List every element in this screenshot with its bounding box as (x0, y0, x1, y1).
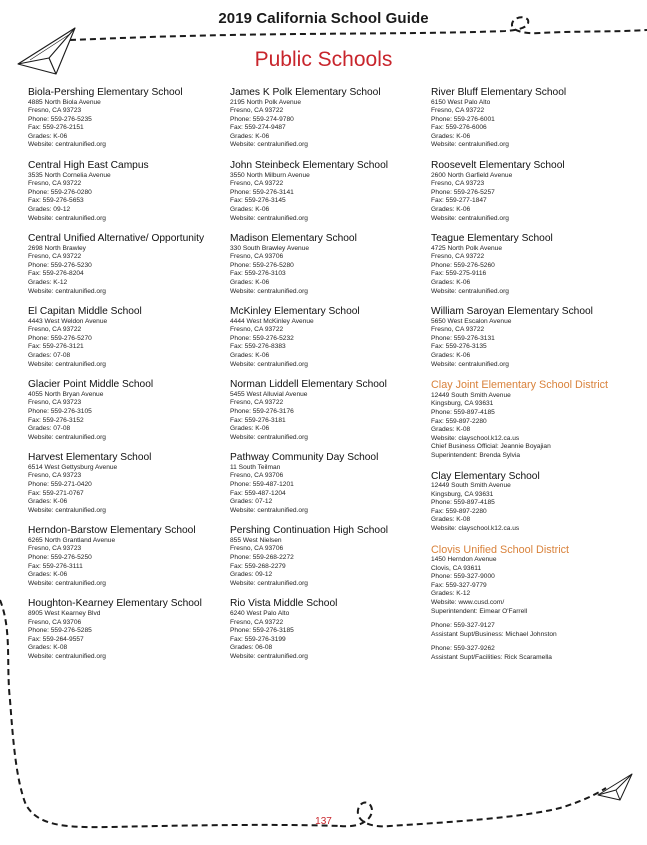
detail-line: Grades: 07-12 (230, 498, 273, 506)
detail-line: Fresno, CA 93722 (431, 326, 485, 334)
school-name: McKinley Elementary School (230, 306, 360, 318)
school-name: Central High East Campus (28, 160, 149, 172)
detail-line: Grades: K-08 (431, 516, 471, 524)
detail-line: Phone: 559-327-9000 (431, 573, 495, 581)
detail-line: Grades: 07-08 (28, 425, 71, 433)
school-name: Central Unified Alternative/ Opportunity (28, 233, 205, 245)
detail-line: Phone: 559-276-3185 (230, 627, 294, 635)
detail-line: Fresno, CA 93722 (431, 253, 485, 261)
school-entry (230, 452, 430, 515)
detail-line: Phone: 559-276-5285 (28, 627, 92, 635)
detail-line: Superintendent: Eimear O'Farrell (431, 607, 528, 615)
detail-line: Fax: 559-274-9487 (230, 124, 286, 132)
detail-line: Chief Business Official: Jeannie Boyajian (431, 443, 551, 451)
school-name: William Saroyan Elementary School (431, 306, 593, 318)
detail-line: Kingsburg, CA 93631 (431, 490, 494, 498)
detail-line: Fresno, CA 93706 (230, 472, 284, 480)
school-entry (431, 306, 631, 369)
detail-line: Fresno, CA 93723 (28, 545, 82, 553)
school-entry (230, 306, 430, 369)
school-name: Rio Vista Middle School (230, 598, 338, 610)
detail-line: 11 South Teilman (230, 463, 281, 471)
detail-line: Grades: K-12 (431, 590, 471, 598)
detail-line: Fresno, CA 93706 (28, 618, 82, 626)
school-entry (431, 233, 631, 296)
detail-line: Grades: K-06 (230, 132, 270, 140)
detail-line: Website: centralunified.org (230, 141, 308, 149)
detail-line: Phone: 559-276-3176 (230, 407, 294, 415)
school-name: Pershing Continuation High School (230, 525, 389, 537)
detail-line: Fax: 559-897-2280 (431, 507, 487, 515)
school-name: Harvest Elementary School (28, 452, 152, 464)
detail-line: Website: clayschool.k12.ca.us (431, 524, 520, 532)
school-name: Clay Elementary School (431, 470, 540, 482)
detail-line: Grades: K-06 (431, 352, 471, 360)
detail-line: Phone: 559-271-0420 (28, 481, 92, 488)
detail-line: Website: centralunified.org (230, 433, 308, 441)
detail-line: Fresno, CA 93722 (28, 253, 82, 261)
detail-line: 1450 Herndon Avenue (431, 556, 497, 564)
school-entry (28, 598, 228, 661)
detail-line: 8905 West Kearney Blvd (28, 609, 101, 617)
detail-line: Fresno, CA 93722 (431, 107, 485, 115)
school-entry (28, 525, 228, 588)
detail-line: Website: centralunified.org (431, 141, 509, 149)
column-1 (28, 87, 228, 672)
detail-line: Website: centralunified.org (28, 141, 106, 149)
detail-line: Website: centralunified.org (431, 360, 509, 368)
detail-line: Phone: 559-327-9127 (431, 622, 495, 630)
school-name: El Capitan Middle School (28, 306, 142, 318)
school-name: Herndon-Barstow Elementary School (28, 525, 196, 537)
detail-line: Grades: K-06 (431, 132, 471, 140)
detail-line: Clovis, CA 93611 (431, 564, 482, 572)
detail-line: 2600 North Garfield Avenue (431, 171, 513, 179)
detail-line: Fax: 559-271-0767 (28, 489, 84, 497)
detail-line: Website: centralunified.org (230, 214, 308, 222)
detail-line: Fresno, CA 93722 (230, 326, 284, 334)
detail-line: Fax: 559-276-8204 (28, 270, 84, 278)
column-3 (431, 87, 631, 673)
school-name: Teague Elementary School (431, 233, 553, 245)
school-name: Roosevelt Elementary School (431, 160, 565, 172)
detail-line: Grades: K-06 (431, 205, 471, 213)
detail-line: Phone: 559-276-5257 (431, 188, 495, 196)
school-entry (230, 160, 430, 223)
detail-line: Grades: 09-12 (28, 205, 71, 213)
detail-line: Grades: 07-08 (28, 352, 71, 360)
detail-line: Website: centralunified.org (431, 214, 509, 222)
detail-line: Fax: 559-276-6006 (431, 124, 487, 132)
paper-airplane-small-icon (598, 774, 632, 800)
detail-line: Website: www.cusd.com/ (431, 599, 505, 607)
detail-line: Fax: 559-276-3111 (28, 562, 83, 570)
detail-line: Fax: 559-276-3121 (28, 343, 84, 351)
school-entry (28, 87, 228, 150)
detail-line: Kingsburg, CA 93631 (431, 400, 494, 408)
detail-line: Fax: 559-897-2280 (431, 417, 487, 425)
detail-line: Assistant Supt/Facilities: Rick Scaramella (431, 654, 552, 661)
page-number: 137 (315, 816, 332, 827)
detail-line: Phone: 559-276-0280 (28, 188, 92, 196)
detail-line: Fax: 559-275-9116 (431, 270, 487, 278)
detail-line: 3535 North Cornelia Avenue (28, 171, 111, 179)
detail-line: 4055 North Bryan Avenue (28, 390, 104, 398)
detail-line: Phone: 559-276-5232 (230, 334, 294, 342)
detail-line: Website: centralunified.org (28, 287, 106, 295)
school-entry (431, 471, 631, 534)
column-2 (230, 87, 430, 672)
detail-line: Grades: K-12 (28, 279, 68, 286)
detail-line: Phone: 559-268-2272 (230, 554, 294, 562)
detail-line: Phone: 559-274-9780 (230, 115, 294, 123)
detail-line: Phone: 559-276-5230 (28, 261, 92, 269)
school-name: Madison Elementary School (230, 233, 357, 245)
school-entry (28, 379, 228, 442)
school-name: Norman Liddell Elementary School (230, 379, 387, 391)
school-entry (230, 598, 430, 661)
school-name: River Bluff Elementary School (431, 87, 567, 98)
detail-line: Grades: K-08 (28, 644, 68, 652)
detail-line: 5650 West Escalon Avenue (431, 317, 512, 325)
detail-line: Grades: K-06 (230, 279, 270, 286)
detail-line: 6240 West Palo Alto (230, 609, 290, 617)
detail-line: Fresno, CA 93722 (230, 180, 284, 188)
detail-line: 4443 West Weldon Avenue (28, 317, 108, 325)
school-name: Pathway Community Day School (230, 452, 379, 464)
detail-line: Fax: 559-327-9779 (431, 581, 487, 589)
detail-line: Fresno, CA 93723 (431, 180, 485, 188)
detail-line: Website: centralunified.org (230, 360, 308, 368)
detail-line: Fresno, CA 93722 (230, 618, 284, 626)
detail-line: 3550 North Milburn Avenue (230, 171, 310, 179)
section-title: Public Schools (254, 48, 393, 71)
school-name: John Steinbeck Elementary School (230, 160, 388, 172)
detail-line: 12449 South Smith Avenue (431, 482, 511, 489)
school-name: James K Polk Elementary School (230, 87, 381, 98)
school-name: Houghton-Kearney Elementary School (28, 598, 202, 610)
detail-line: Phone: 559-276-5250 (28, 554, 92, 562)
detail-line: Phone: 559-276-5235 (28, 115, 92, 123)
detail-line: 4885 North Biola Avenue (28, 98, 101, 106)
detail-line: Website: centralunified.org (28, 214, 106, 222)
detail-line: Phone: 559-276-3141 (230, 188, 294, 196)
detail-line: Grades: K-08 (431, 426, 471, 434)
detail-line: Website: centralunified.org (28, 433, 106, 441)
detail-line: 855 West Nielsen (230, 536, 282, 544)
detail-line: Grades: K-06 (230, 352, 270, 360)
detail-line: 2195 North Polk Avenue (230, 98, 301, 106)
detail-line: Grades: K-06 (28, 571, 68, 579)
detail-line: 2698 North Brawley (28, 244, 86, 252)
detail-line: Website: centralunified.org (28, 360, 106, 368)
detail-line: Fax: 559-276-3135 (431, 343, 487, 351)
detail-line: Phone: 559-327-9262 (431, 645, 495, 653)
district-entry (431, 379, 631, 460)
detail-line: Website: centralunified.org (230, 287, 308, 295)
school-entry (431, 87, 631, 150)
detail-line: 6514 West Gettysburg Avenue (28, 463, 118, 471)
detail-line: Grades: K-06 (28, 132, 68, 140)
detail-line: Fax: 559-277-1847 (431, 197, 487, 205)
detail-line: Grades: K-06 (431, 279, 471, 286)
detail-line: Phone: 559-897-4185 (431, 499, 495, 507)
detail-line: 4725 North Polk Avenue (431, 244, 502, 252)
detail-line: Fresno, CA 93722 (28, 326, 82, 334)
detail-line: Fax: 559-276-3103 (230, 270, 286, 278)
detail-line: Fresno, CA 93723 (28, 472, 82, 480)
detail-line: Website: centralunified.org (230, 579, 308, 587)
detail-line: Fresno, CA 93706 (230, 253, 284, 261)
school-entry (230, 87, 430, 150)
district-name: Clay Joint Elementary School District (431, 379, 609, 392)
detail-line: Phone: 559-897-4185 (431, 408, 495, 416)
detail-line: Phone: 559-276-5270 (28, 334, 92, 342)
detail-line: Fax: 559-276-2151 (28, 124, 84, 132)
detail-line: Website: centralunified.org (230, 506, 308, 514)
detail-line: Website: centralunified.org (230, 652, 308, 660)
detail-line: Fresno, CA 93722 (230, 399, 284, 407)
detail-line: 12449 South Smith Avenue (431, 391, 511, 399)
detail-line: Fax: 559-276-3181 (230, 416, 286, 424)
detail-line: Fax: 559-276-3199 (230, 635, 286, 643)
detail-line: 5455 West Alluvial Avenue (230, 390, 308, 398)
detail-line: 6150 West Palo Alto (431, 98, 491, 106)
school-entry (28, 233, 228, 296)
detail-line: Fax: 559-276-3152 (28, 416, 84, 424)
detail-line: Grades: K-06 (230, 425, 270, 433)
detail-line: Fax: 559-276-3145 (230, 197, 286, 205)
detail-line: Website: centralunified.org (28, 506, 106, 514)
detail-line: Phone: 559-276-5260 (431, 261, 495, 269)
detail-line: Phone: 559-276-3131 (431, 334, 495, 342)
district-name: Clovis Unified School District (431, 543, 570, 556)
school-entry (230, 379, 430, 442)
detail-line: Fax: 559-264-9557 (28, 635, 84, 643)
detail-line: Assistant Supt/Business: Michael Johnston (431, 630, 557, 638)
detail-line: Fresno, CA 93722 (28, 180, 82, 188)
detail-line: Grades: K-06 (230, 205, 270, 213)
detail-line: Grades: K-06 (28, 498, 68, 506)
school-name: Biola-Pershing Elementary School (28, 87, 183, 98)
detail-line: Website: centralunified.org (28, 579, 106, 587)
detail-line: Fax: 559-487-1204 (230, 489, 286, 497)
detail-line: Website: centralunified.org (28, 652, 106, 660)
detail-line: Fresno, CA 93723 (28, 107, 82, 115)
detail-line: Website: centralunified.org (431, 287, 509, 295)
detail-line: Phone: 559-276-6001 (431, 115, 495, 123)
detail-line: 4444 West McKinley Avenue (230, 317, 314, 325)
detail-line: Fresno, CA 93706 (230, 545, 284, 553)
detail-line: Fax: 559-276-5653 (28, 197, 84, 205)
detail-line: 6265 North Grantland Avenue (28, 536, 116, 544)
district-entry (431, 544, 631, 663)
detail-line: Fresno, CA 93723 (28, 399, 82, 407)
detail-line: Grades: 09-12 (230, 571, 273, 579)
detail-line: Fax: 559-276-8383 (230, 343, 286, 351)
detail-line: Superintendent: Brenda Sylvia (431, 451, 521, 459)
school-name: Glacier Point Middle School (28, 379, 154, 391)
detail-line: Fax: 559-268-2279 (230, 562, 286, 570)
school-entry (230, 233, 430, 296)
detail-line: Grades: 06-08 (230, 644, 273, 652)
detail-line: Phone: 559-487-1201 (230, 481, 294, 488)
detail-line: Fresno, CA 93722 (230, 107, 284, 115)
school-entry (28, 160, 228, 223)
school-entry (431, 160, 631, 223)
school-entry (28, 452, 228, 515)
school-entry (28, 306, 228, 369)
detail-line: Phone: 559-276-3105 (28, 407, 92, 415)
detail-line: 330 South Brawley Avenue (230, 244, 310, 252)
detail-line: Phone: 559-276-5280 (230, 261, 294, 269)
school-entry (230, 525, 430, 588)
detail-line: Website: clayschool.k12.ca.us (431, 434, 520, 442)
guide-title: 2019 California School Guide (218, 10, 429, 27)
